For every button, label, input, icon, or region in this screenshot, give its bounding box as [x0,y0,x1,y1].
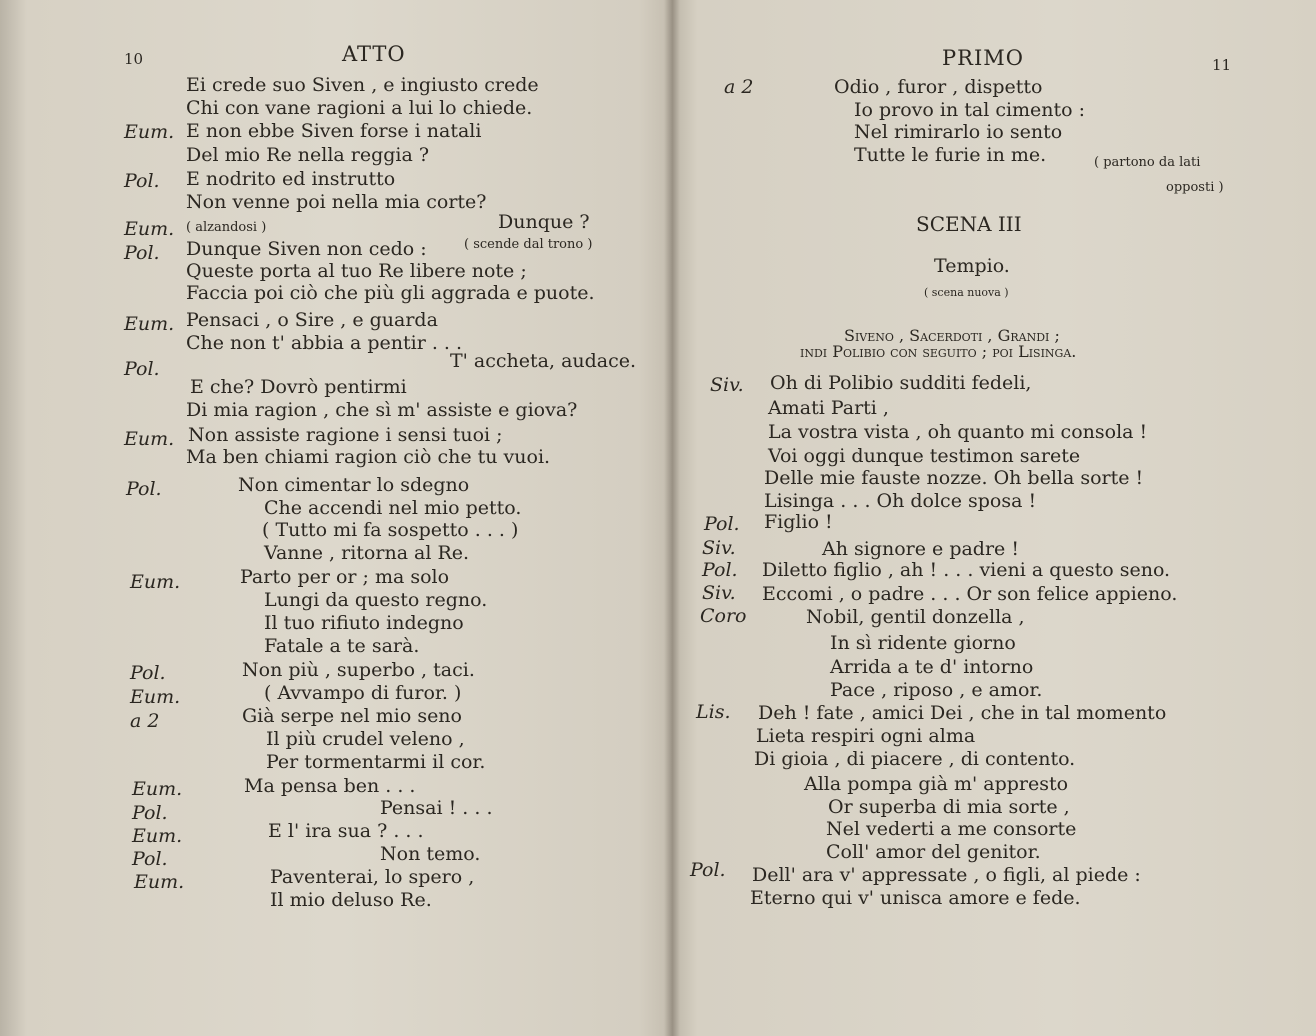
verse-line: Già serpe nel mio seno [242,705,462,727]
verse-line: Dell' ara v' appressate , o figli, al piede : [752,864,1141,886]
speaker-label: Pol. [126,478,162,500]
verse-line: Queste porta al tuo Re libere note ; [186,260,527,282]
verse-line: Non assiste ragione i sensi tuoi ; [188,424,503,446]
verse-line: Non venne poi nella mia corte? [186,191,487,213]
verse-line: In sì ridente giorno [830,632,1016,654]
stage-direction: ( scena nuova ) [924,286,1009,299]
speaker-label: a 2 [724,76,754,98]
speaker-label: Eum. [124,428,175,450]
verse-line: Ah signore e padre ! [822,538,1019,560]
running-head: ATTO [342,42,406,66]
verse-line: Eccomi , o padre . . . Or son felice appieno. [762,583,1178,605]
verse-line: Deh ! fate , amici Dei , che in tal momento [758,702,1167,724]
verse-line: ( Avvampo di furor. ) [264,682,462,704]
verse-line: Vanne , ritorna al Re. [264,542,470,564]
verse-line: Odio , furor , dispetto [834,76,1043,98]
verse-line: Di gioia , di piacere , di contento. [754,748,1076,770]
verse-line: Il tuo rifiuto indegno [264,612,464,634]
verse-line: Per tormentarmi il cor. [266,751,486,773]
speaker-label: Siv. [702,582,736,604]
verse-line: E l' ira sua ? . . . [268,820,424,842]
verse-line: Voi oggi dunque testimon sarete [768,445,1081,467]
verse-line: Lisinga . . . Oh dolce sposa ! [764,490,1037,512]
verse-line: E non ebbe Siven forse i natali [186,120,482,142]
verse-line: Il mio deluso Re. [270,889,432,911]
verse-line: Arrida a te d' intorno [830,656,1034,678]
verse-line: Or superba di mia sorte , [828,796,1070,818]
speaker-label: Pol. [124,170,160,192]
speaker-label: Siv. [702,537,736,559]
verse-line: Nel rimirarlo io sento [854,121,1063,143]
verse-line: Il più crudel veleno , [266,728,465,750]
running-head: PRIMO [942,46,1024,70]
speaker-label: Siv. [710,374,744,396]
verse-line: E nodrito ed instrutto [186,168,396,190]
verse-line: Chi con vane ragioni a lui lo chiede. [186,97,533,119]
verse-line: ( Tutto mi fa sospetto . . . ) [262,519,519,541]
stage-direction: ( scende dal trono ) [464,237,593,252]
speaker-label: Pol. [704,513,740,535]
speaker-label: Pol. [132,848,168,870]
verse-line: Nobil, gentil donzella , [806,606,1025,628]
character-list: indi Polibio con seguito ; poi Lisinga. [800,342,1077,361]
verse-line: Amati Parti , [768,397,889,419]
speaker-label: Eum. [130,686,181,708]
verse-line: E che? Dovrò pentirmi [190,376,407,398]
verse-line: Ma ben chiami ragion ciò che tu vuoi. [186,446,551,468]
page-number: 11 [1212,56,1232,74]
speaker-label: Coro [700,605,747,627]
verse-line: Ma pensa ben . . . [244,775,416,797]
speaker-label: Pol. [132,802,168,824]
verse-line: Alla pompa già m' appresto [804,773,1069,795]
character-list: Siveno , Sacerdoti , Grandi ; [844,326,1060,345]
speaker-label: Pol. [690,859,726,881]
verse-line: Che accendi nel mio petto. [264,497,522,519]
stage-direction: opposti ) [1166,180,1224,195]
verse-line: Lungi da questo regno. [264,589,488,611]
stage-direction: ( partono da lati [1094,155,1201,170]
verse-line: Coll' amor del genitor. [826,841,1041,863]
verse-line: Eterno qui v' unisca amore e fede. [750,887,1081,909]
verse-line: Faccia poi ciò che più gli aggrada e puote. [186,282,595,304]
speaker-label: Eum. [124,313,175,335]
verse-line: Non più , superbo , taci. [242,659,475,681]
verse-line: Fatale a te sarà. [264,635,420,657]
speaker-label: a 2 [130,710,160,732]
right-page [672,0,1316,1036]
verse-line: Pensaci , o Sire , e guarda [186,309,438,331]
verse-line: Che non t' abbia a pentir . . . [186,332,463,354]
speaker-label: Eum. [134,871,185,893]
speaker-label: Pol. [124,242,160,264]
verse-line: Figlio ! [764,511,833,533]
verse-line: Non cimentar lo sdegno [238,474,470,496]
verse-line: Tutte le furie in me. [854,144,1047,166]
book-gutter [664,0,680,1036]
verse-line: La vostra vista , oh quanto mi consola ! [768,421,1148,443]
verse-line: Dunque ? [498,211,590,233]
verse-line: Non temo. [380,843,481,865]
verse-line: T' accheta, audace. [450,350,637,372]
verse-line: Delle mie fauste nozze. Oh bella sorte ! [764,467,1144,489]
verse-line: Del mio Re nella reggia ? [186,144,430,166]
verse-line: Dunque Siven non cedo : [186,238,427,260]
speaker-label: Eum. [124,121,175,143]
scene-location: Tempio. [934,255,1010,277]
verse-line: Ei crede suo Siven , e ingiusto crede [186,74,539,96]
verse-line: Lieta respiri ogni alma [756,725,976,747]
verse-line: Pensai ! . . . [380,797,493,819]
verse-line: Di mia ragion , che sì m' assiste e giova? [186,399,578,421]
speaker-label: Eum. [124,218,175,240]
speaker-label: Pol. [130,662,166,684]
verse-line: Oh di Polibio sudditi fedeli, [770,372,1032,394]
verse-line: Parto per or ; ma solo [240,566,450,588]
verse-line: Nel vederti a me consorte [826,818,1077,840]
verse-line: Io provo in tal cimento : [854,99,1086,121]
speaker-label: Lis. [696,701,731,723]
speaker-label: Pol. [124,358,160,380]
scene-heading: SCENA III [916,212,1022,236]
speaker-label: Eum. [130,571,181,593]
verse-line: Diletto figlio , ah ! . . . vieni a questo seno. [762,559,1171,581]
stage-direction: ( alzandosi ) [186,220,267,235]
speaker-label: Eum. [132,825,183,847]
verse-line: Pace , riposo , e amor. [830,679,1043,701]
verse-line: Paventerai, lo spero , [270,866,475,888]
speaker-label: Eum. [132,778,183,800]
speaker-label: Pol. [702,559,738,581]
page-number: 10 [124,50,144,68]
